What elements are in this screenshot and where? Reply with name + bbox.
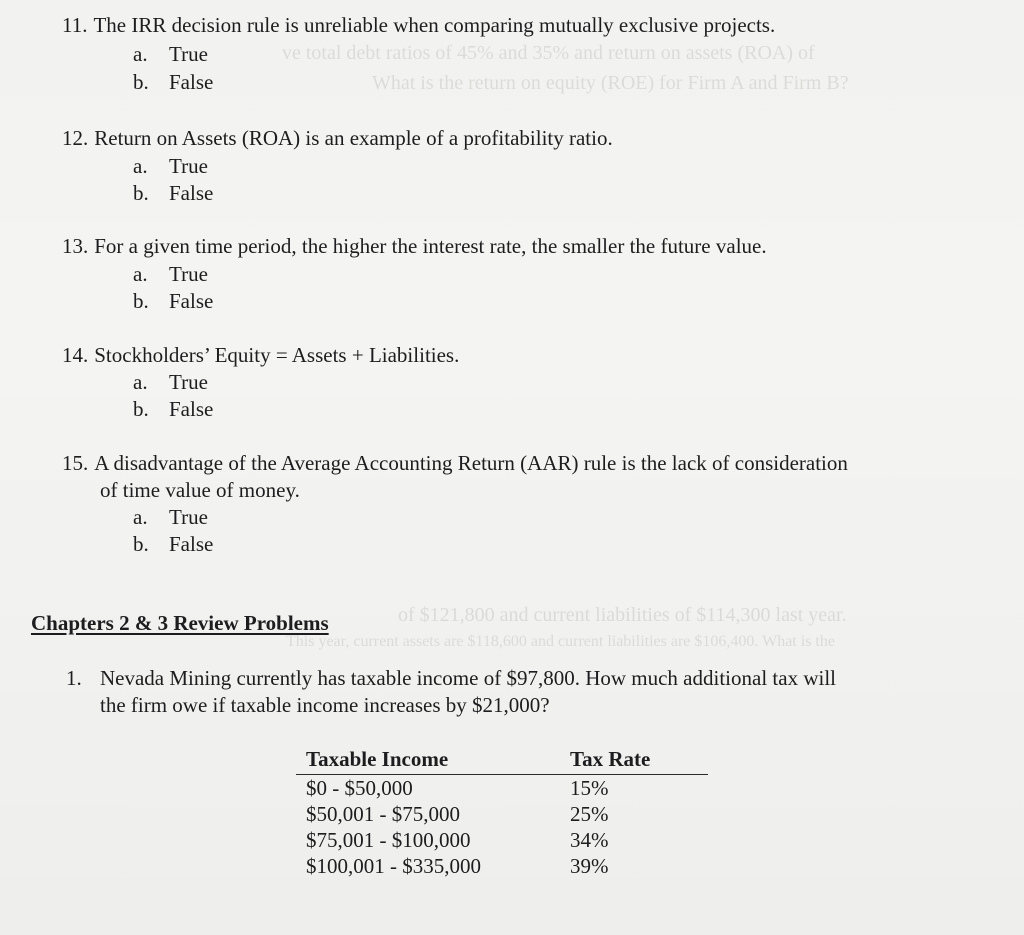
option-letter: b. [133,397,149,421]
option-label: True [169,154,208,178]
option-label: False [169,397,214,421]
option-letter: a. [133,370,148,394]
question-stem [62,12,775,39]
question-text-continued: of time value of money. [100,478,300,502]
table-row [296,853,708,879]
question-11 [62,12,775,39]
option-false[interactable] [62,69,213,96]
option-label: False [169,70,214,94]
option-false[interactable] [62,180,213,207]
question-12 [62,125,613,152]
question-stem [62,450,848,477]
option-false[interactable] [62,396,213,423]
option-label: True [169,42,208,66]
question-number: 14. [62,343,89,367]
problem-number: 1. [66,666,82,690]
column-header-tax-rate: Tax Rate [560,746,708,775]
option-letter: b. [133,532,149,556]
option-label: True [169,262,208,286]
option-label: False [169,181,214,205]
table-cell-income: $50,001 - $75,000 [306,802,460,826]
option-letter: b. [133,181,149,205]
question-stem [62,342,459,369]
option-letter: a. [133,505,148,529]
option-false[interactable] [62,531,213,558]
option-label: True [169,370,208,394]
option-true[interactable] [62,369,208,396]
question-text: Return on Assets (ROA) is an example of a profitability ratio. [94,126,613,150]
table-cell-rate: 39% [570,854,609,878]
problem-stem [66,666,836,690]
table-row [296,775,708,802]
question-14 [62,342,459,369]
option-true[interactable] [62,41,208,68]
table-cell-rate: 15% [570,776,609,800]
table-cell-income: $75,001 - $100,000 [306,828,471,852]
table-cell-income: $0 - $50,000 [306,776,413,800]
question-number: 15. [62,451,89,475]
question-text: Stockholders’ Equity = Assets + Liabilities. [94,343,460,367]
option-true[interactable] [62,504,208,531]
question-text: The IRR decision rule is unreliable when comparing mutually exclusive projects. [93,13,776,37]
option-true[interactable] [62,153,208,180]
table-header-row [296,746,708,775]
table-cell-rate: 25% [570,802,609,826]
option-false[interactable] [62,288,213,315]
question-text: For a given time period, the higher the interest rate, the smaller the future value. [94,234,767,258]
tax-rate-table [296,746,708,879]
option-label: True [169,505,208,529]
option-letter: b. [133,289,149,313]
question-number: 13. [62,234,89,258]
question-number: 12. [62,126,89,150]
option-letter: a. [133,262,148,286]
review-problem-1 [66,665,966,719]
question-15 [62,450,848,504]
problem-text-continued: the firm owe if taxable income increases by $21,000? [100,693,550,717]
option-letter: a. [133,42,148,66]
bleed-through-text: What is the return on equity (ROE) for Firm A and Firm B? [372,72,849,94]
option-true[interactable] [62,261,208,288]
option-label: False [169,289,214,313]
question-text: A disadvantage of the Average Accounting Return (AAR) rule is the lack of consideration [94,451,848,475]
section-title: Chapters 2 & 3 Review Problems [31,611,329,635]
problem-text: Nevada Mining currently has taxable income of $97,800. How much additional tax will [100,666,836,690]
bleed-through-text: This year, current assets are $118,600 and current liabilities are $106,400. What is the [286,633,835,650]
bleed-through-text: ve total debt ratios of 45% and 35% and return on assets (ROA) of [282,42,815,64]
table-row [296,827,708,853]
question-stem [62,233,767,260]
question-13 [62,233,767,260]
table-cell-income: $100,001 - $335,000 [306,854,481,878]
table-row [296,801,708,827]
question-number: 11. [62,13,88,37]
question-stem [62,125,613,152]
bleed-through-text: of $121,800 and current liabilities of $114,300 last year. [398,604,847,626]
column-header-taxable-income: Taxable Income [296,746,560,775]
option-letter: b. [133,70,149,94]
option-letter: a. [133,154,148,178]
table-cell-rate: 34% [570,828,609,852]
option-label: False [169,532,214,556]
